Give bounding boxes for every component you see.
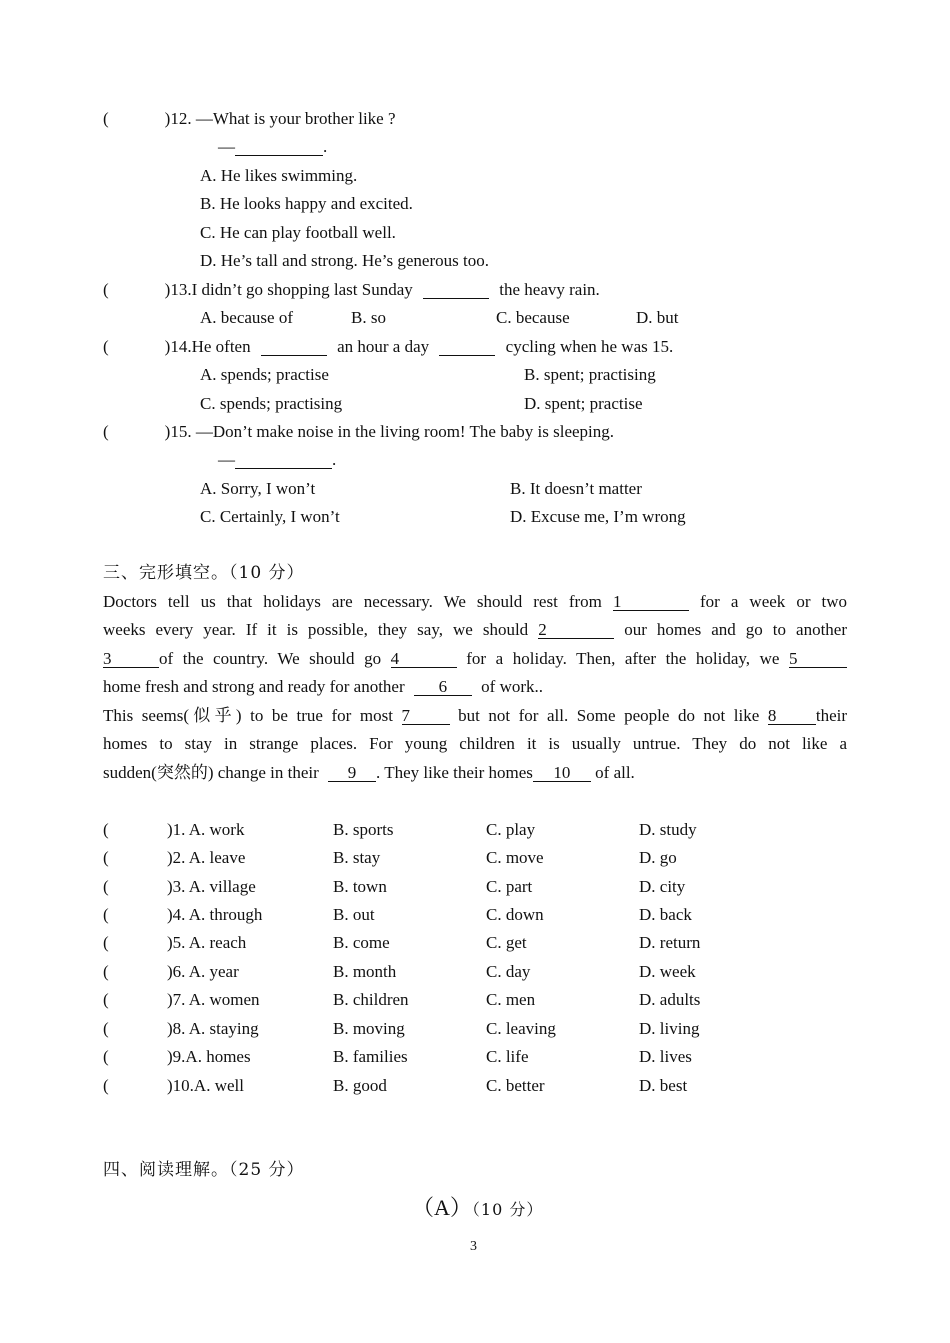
q14-option-b: B. spent; practising bbox=[524, 365, 656, 384]
passage-text: of all. bbox=[595, 763, 635, 782]
reading-part-a-title bbox=[412, 1196, 543, 1222]
q14-text-a: )14.He often bbox=[164, 337, 251, 356]
cloze-option-a: )8. A. staying bbox=[167, 1019, 259, 1038]
page-number: 3 bbox=[470, 1239, 477, 1254]
q12-answer-line bbox=[218, 137, 327, 157]
q12-text: )12. —What is your brother like ? bbox=[164, 109, 396, 128]
passage-text: their bbox=[815, 706, 847, 725]
passage-text: for a week or two bbox=[700, 592, 848, 611]
answer-bracket[interactable]: ( bbox=[103, 1047, 109, 1066]
dash: — bbox=[218, 137, 235, 156]
cloze-line-2 bbox=[103, 620, 847, 640]
cloze-option-c: C. life bbox=[486, 1047, 529, 1066]
cloze-option-b: B. month bbox=[333, 962, 397, 981]
q15-stem bbox=[103, 422, 614, 442]
cloze-option-b: B. good bbox=[333, 1076, 387, 1095]
cloze-option-b: B. children bbox=[333, 990, 409, 1009]
answer-blank[interactable] bbox=[439, 338, 495, 356]
cloze-line-6: homes to stay in strange places. For young children it is usually untrue. They do not like a bbox=[103, 734, 847, 753]
answer-blank[interactable] bbox=[235, 451, 332, 469]
q14-option-a: A. spends; practise bbox=[200, 365, 329, 384]
passage-text: for a holiday. Then, after the holiday, we bbox=[466, 649, 780, 668]
cloze-option-d: D. go bbox=[639, 848, 677, 867]
q13-text-b: the heavy rain. bbox=[499, 280, 600, 299]
period: . bbox=[323, 137, 328, 156]
cloze-option-c: C. leaving bbox=[486, 1019, 556, 1038]
cloze-option-a: )5. A. reach bbox=[167, 933, 247, 952]
period: . bbox=[332, 450, 337, 469]
q13-option-b: B. so bbox=[351, 308, 386, 327]
cloze-blank-4[interactable]: 4 bbox=[391, 650, 457, 668]
cloze-option-d: D. lives bbox=[639, 1047, 692, 1066]
q12-option-c: C. He can play football well. bbox=[200, 223, 396, 242]
cloze-blank-2[interactable]: 2 bbox=[538, 621, 614, 639]
cloze-line-3 bbox=[103, 649, 847, 669]
cloze-line-5 bbox=[103, 706, 847, 726]
answer-bracket[interactable]: ( bbox=[103, 905, 109, 924]
cloze-option-c: C. play bbox=[486, 820, 536, 839]
passage-text: This seems(似乎) to be true for most bbox=[103, 706, 393, 725]
q15-option-d: D. Excuse me, I’m wrong bbox=[510, 507, 686, 526]
cloze-option-d: D. back bbox=[639, 905, 692, 924]
answer-bracket[interactable]: ( bbox=[103, 1076, 109, 1095]
cloze-option-b: B. sports bbox=[333, 820, 394, 839]
cloze-option-d: D. adults bbox=[639, 990, 701, 1009]
cloze-option-a: )6. A. year bbox=[167, 962, 239, 981]
q12-stem bbox=[103, 109, 396, 129]
cloze-option-b: B. families bbox=[333, 1047, 408, 1066]
q14-text-c: cycling when he was 15. bbox=[505, 337, 674, 356]
answer-bracket[interactable]: ( bbox=[103, 990, 109, 1009]
cloze-option-b: B. town bbox=[333, 877, 387, 896]
cloze-blank-9[interactable]: 9 bbox=[328, 764, 376, 782]
passage-text: but not for all. Some people do not like bbox=[458, 706, 760, 725]
cloze-option-c: C. part bbox=[486, 877, 533, 896]
cloze-option-a: )10.A. well bbox=[167, 1076, 244, 1095]
cloze-option-a: )3. A. village bbox=[167, 877, 256, 896]
answer-bracket[interactable]: ( bbox=[103, 820, 109, 839]
answer-blank[interactable] bbox=[261, 338, 327, 356]
q13-option-a: A. because of bbox=[200, 308, 293, 327]
cloze-blank-5[interactable]: 5 bbox=[789, 650, 847, 668]
dash: — bbox=[218, 450, 235, 469]
q13-option-c: C. because bbox=[496, 308, 570, 327]
passage-text: . They like their homes bbox=[376, 763, 533, 782]
answer-blank[interactable] bbox=[235, 138, 323, 156]
cloze-option-b: B. stay bbox=[333, 848, 381, 867]
cloze-option-a: )9.A. homes bbox=[167, 1047, 251, 1066]
cloze-option-c: C. men bbox=[486, 990, 536, 1009]
q15-answer-line bbox=[218, 450, 336, 470]
cloze-blank-6[interactable]: 6 bbox=[414, 678, 472, 696]
part-a-points: （10 分） bbox=[471, 1200, 544, 1219]
answer-bracket[interactable]: ( bbox=[103, 933, 109, 952]
cloze-option-c: C. get bbox=[486, 933, 527, 952]
q15-option-b: B. It doesn’t matter bbox=[510, 479, 642, 498]
q12-option-b: B. He looks happy and excited. bbox=[200, 194, 413, 213]
q15-text: )15. —Don’t make noise in the living room! The baby is sleeping. bbox=[164, 422, 615, 441]
answer-blank[interactable] bbox=[423, 281, 489, 299]
q14-option-d: D. spent; practise bbox=[524, 394, 643, 413]
cloze-option-c: C. day bbox=[486, 962, 531, 981]
q13-text-a: )13.I didn’t go shopping last Sunday bbox=[164, 280, 413, 299]
cloze-heading: 三、完形填空。（10 分） bbox=[103, 563, 305, 583]
cloze-option-c: C. move bbox=[486, 848, 544, 867]
cloze-blank-1[interactable]: 1 bbox=[613, 593, 689, 611]
cloze-option-d: D. city bbox=[639, 877, 686, 896]
passage-text: Doctors tell us that holidays are necessary. We should rest from bbox=[103, 592, 602, 611]
cloze-line-4 bbox=[103, 677, 543, 697]
cloze-line-1 bbox=[103, 592, 847, 612]
cloze-option-b: B. out bbox=[333, 905, 375, 924]
answer-bracket: ( bbox=[103, 280, 109, 299]
cloze-option-a: )7. A. women bbox=[167, 990, 260, 1009]
q13-stem bbox=[103, 280, 600, 300]
cloze-option-d: D. study bbox=[639, 820, 697, 839]
cloze-option-a: )2. A. leave bbox=[167, 848, 246, 867]
reading-heading: 四、阅读理解。（25 分） bbox=[103, 1160, 305, 1180]
cloze-option-b: B. come bbox=[333, 933, 390, 952]
answer-bracket[interactable]: ( bbox=[103, 877, 109, 896]
answer-bracket[interactable]: ( bbox=[103, 1019, 109, 1038]
cloze-option-a: )4. A. through bbox=[167, 905, 263, 924]
answer-bracket: ( bbox=[103, 109, 109, 128]
passage-text: our homes and go to another bbox=[624, 620, 848, 639]
cloze-option-d: D. return bbox=[639, 933, 701, 952]
q12-option-a: A. He likes swimming. bbox=[200, 166, 358, 185]
q14-stem bbox=[103, 337, 673, 357]
cloze-option-d: D. living bbox=[639, 1019, 700, 1038]
answer-bracket[interactable]: ( bbox=[103, 848, 109, 867]
answer-bracket[interactable]: ( bbox=[103, 962, 109, 981]
cloze-option-c: C. down bbox=[486, 905, 544, 924]
passage-text: of work.. bbox=[481, 677, 544, 696]
q15-option-c: C. Certainly, I won’t bbox=[200, 507, 340, 526]
q15-option-a: A. Sorry, I won’t bbox=[200, 479, 316, 498]
q13-option-d: D. but bbox=[636, 308, 679, 327]
part-a-label: （A） bbox=[412, 1195, 472, 1220]
cloze-option-a: )1. A. work bbox=[167, 820, 245, 839]
passage-text: of the country. We should go bbox=[159, 649, 382, 668]
answer-bracket: ( bbox=[103, 422, 109, 441]
passage-text: home fresh and strong and ready for another bbox=[103, 677, 405, 696]
cloze-blank-10[interactable]: 10 bbox=[533, 764, 591, 782]
q14-text-b: an hour a day bbox=[337, 337, 430, 356]
cloze-blank-7[interactable]: 7 bbox=[402, 707, 450, 725]
answer-bracket: ( bbox=[103, 337, 109, 356]
cloze-option-d: D. best bbox=[639, 1076, 688, 1095]
cloze-option-c: C. better bbox=[486, 1076, 545, 1095]
cloze-line-7 bbox=[103, 763, 635, 783]
cloze-blank-8[interactable]: 8 bbox=[768, 707, 816, 725]
cloze-blank-3[interactable]: 3 bbox=[103, 650, 159, 668]
q14-option-c: C. spends; practising bbox=[200, 394, 343, 413]
cloze-option-b: B. moving bbox=[333, 1019, 405, 1038]
passage-text: weeks every year. If it is possible, they say, we should bbox=[103, 620, 529, 639]
cloze-option-d: D. week bbox=[639, 962, 696, 981]
q12-option-d: D. He’s tall and strong. He’s generous too. bbox=[200, 251, 489, 270]
passage-text: sudden(突然的) change in their bbox=[103, 763, 319, 782]
